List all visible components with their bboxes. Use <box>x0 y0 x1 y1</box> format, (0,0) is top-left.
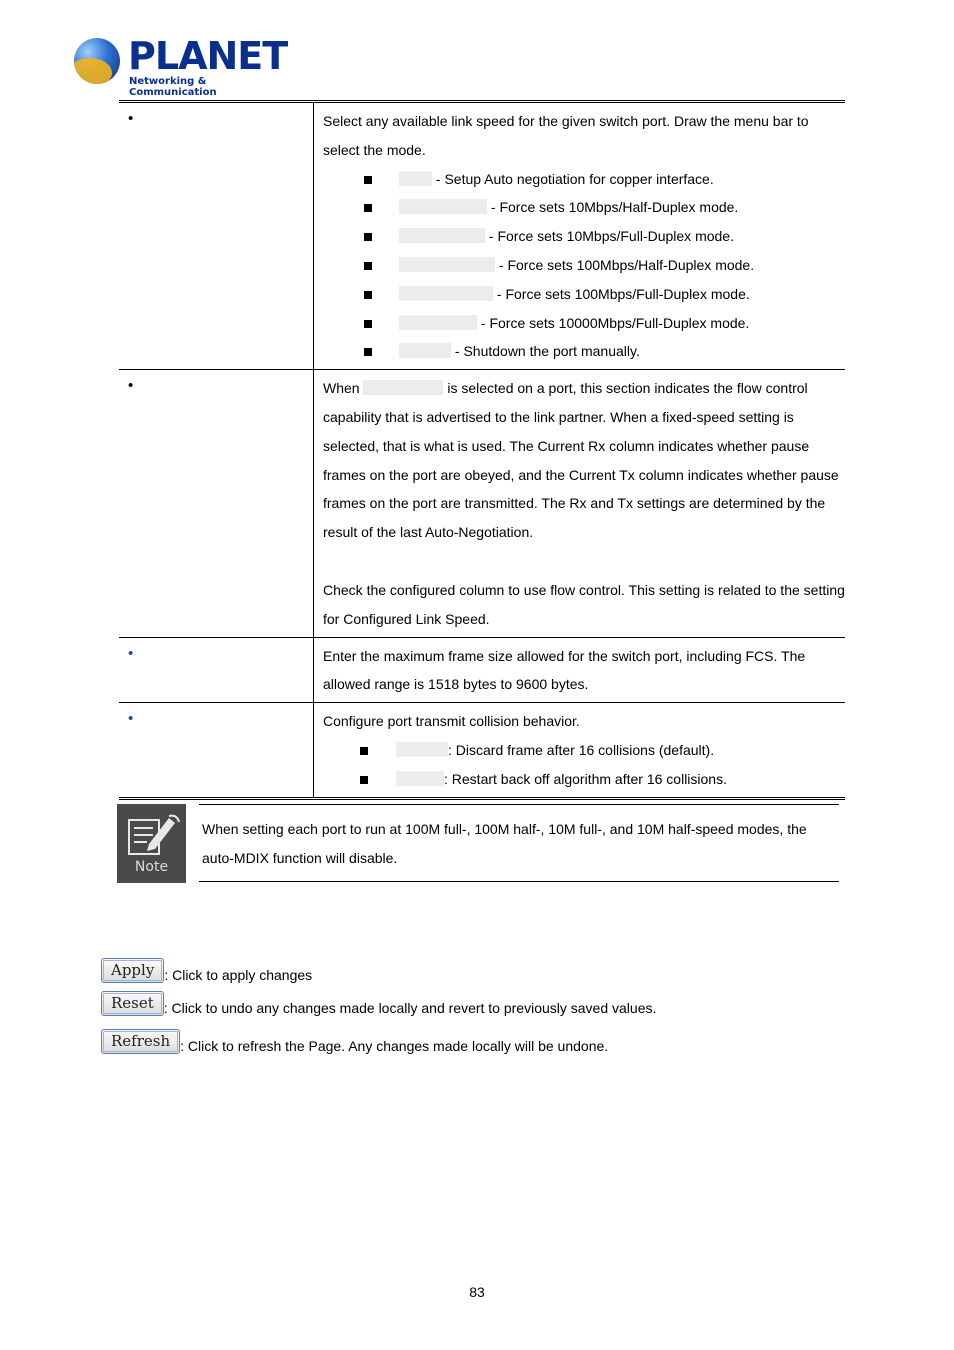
option-term-placeholder <box>399 257 495 272</box>
note-pencil-icon <box>117 804 186 883</box>
option-term-placeholder <box>396 771 444 786</box>
refresh-button[interactable]: Refresh <box>101 1029 180 1054</box>
option-term-placeholder <box>399 315 477 330</box>
table-row <box>119 703 845 798</box>
note-box <box>117 804 847 884</box>
table-row <box>119 102 845 370</box>
page-number: 83 <box>469 1284 485 1300</box>
table-row <box>119 370 845 637</box>
row-description: When is selected on a port, this section indicates the flow control capability that is advertised to the link partner. When a fixed-speed setting is selected, that is what is used. The Current Rx column indicates whether pause frames on the port are obeyed, and the Current Tx column indicates whether pause frames on the port are transmitted. The Rx and Tx settings are determined by the result of the last Auto-Negotiation. <box>323 380 839 541</box>
list-item: - Force sets 10Mbps/Half-Duplex mode. <box>361 193 845 222</box>
list-item: - Setup Auto negotiation for copper interface. <box>361 165 845 194</box>
list-item: - Force sets 100Mbps/Half-Duplex mode. <box>361 251 845 280</box>
list-item: - Force sets 10Mbps/Full-Duplex mode. <box>361 222 845 251</box>
bullet: • <box>128 377 134 395</box>
note-text: When setting each port to run at 100M full-, 100M half-, 10M full-, and 10M half-speed modes, the auto-MDIX function will disable. <box>199 804 839 882</box>
logo-tagline: Networking & Communication <box>129 76 217 98</box>
button-row-apply <box>101 958 312 986</box>
list-item: - Force sets 10000Mbps/Full-Duplex mode. <box>361 309 845 338</box>
reset-button[interactable]: Reset <box>101 991 164 1016</box>
globe-icon <box>74 38 120 84</box>
apply-button[interactable]: Apply <box>101 958 164 983</box>
list-item: - Force sets 100Mbps/Full-Duplex mode. <box>361 280 845 309</box>
list-item: - Shutdown the port manually. <box>361 337 845 366</box>
logo-wordmark: PLANET <box>128 34 288 78</box>
reset-description: : Click to undo any changes made locally and revert to previously saved values. <box>163 1000 657 1017</box>
note-pencil-icon-graphic <box>125 812 181 858</box>
bullet: • <box>128 110 134 127</box>
button-row-reset <box>101 991 656 1019</box>
table-row <box>119 637 845 703</box>
bullet: • <box>128 710 134 728</box>
row-description-2: Check the configured column to use flow control. This setting is related to the setting for Configured Link Speed. <box>323 581 845 627</box>
row-description: Select any available link speed for the given switch port. Draw the menu bar to select the mode. <box>323 113 809 158</box>
option-list <box>323 165 845 367</box>
option-list <box>323 736 845 794</box>
list-item: : Restart back off algorithm after 16 collisions. <box>357 765 845 794</box>
list-item: : Discard frame after 16 collisions (default). <box>357 736 845 765</box>
option-term-placeholder <box>399 199 487 214</box>
term-placeholder <box>363 380 443 395</box>
row-description: Enter the maximum frame size allowed for the switch port, including FCS. The allowed range is 1518 bytes to 9600 bytes. <box>323 647 806 693</box>
parameter-table <box>119 100 845 800</box>
option-term-placeholder <box>399 343 451 358</box>
button-row-refresh <box>101 1029 608 1057</box>
note-label: Note <box>134 859 169 875</box>
row-description: Configure port transmit collision behavior. <box>323 713 580 730</box>
refresh-description: : Click to refresh the Page. Any changes made locally will be undone. <box>180 1038 609 1055</box>
planet-logo <box>72 34 288 98</box>
option-term-placeholder <box>396 742 448 757</box>
option-term-placeholder <box>399 228 485 243</box>
option-term-placeholder <box>399 171 432 186</box>
bullet: • <box>128 644 134 662</box>
apply-description: : Click to apply changes <box>164 967 313 984</box>
option-term-placeholder <box>399 286 493 301</box>
